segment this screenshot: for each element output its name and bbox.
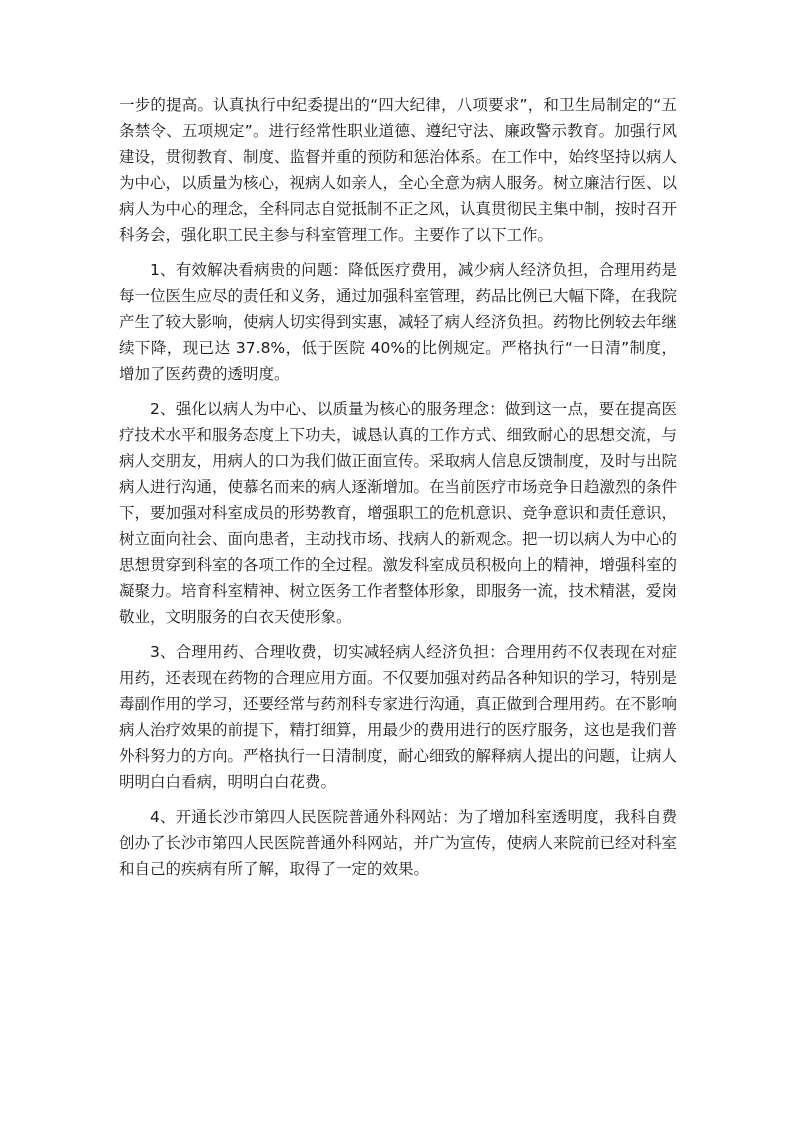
paragraph-item-4: 4、开通长沙市第四人民医院普通外科网站：为了增加科室透明度，我科自费创办了长沙市第四人民医院普通外科网站，并广为宣传，使病人来院前已经对科室和自己的疾病有所了解，取得了一定的效果。 [119, 808, 678, 878]
paragraph-intro: 一步的提高。认真执行中纪委提出的“四大纪律，八项要求”，和卫生局制定的“五条禁令、五项规定”。进行经常性职业道德、遵纪守法、廉政警示教育。加强行风建设，贯彻教育、制度、监督并重的预防和惩治体系。在工作中，始终坚持以病人为中心，以质量为核心，视病人如亲人，全心全意为病人服务。树立廉洁行医、以病人为中心的理念，全科同志自觉抵制不正之风，认真贯彻民主集中制，按时召开科务会，强化职工民主参与科室管理工作。主要作了以下工作。 [119, 96, 678, 244]
paragraph-item-2: 2、强化以病人为中心、以质量为核心的服务理念：做到这一点，要在提高医疗技术水平和服务态度上下功夫，诚恳认真的工作方式、细致耐心的思想交流，与病人交朋友，用病人的口为我们做正面宣传。采取病人信息反馈制度，及时与出院病人进行沟通，使慕名而来的病人逐渐增加。在当前医疗市场竞争日趋激烈的条件下，要加强对科室成员的形势教育，增强职工的危机意识、竞争意识和责任意识，树立面向社会、面向患者，主动找市场、找病人的新观念。把一切以病人为中心的思想贯穿到科室的各项工作的全过程。激发科室成员积极向上的精神，增强科室的凝聚力。培育科室精神、树立医务工作者整体形象，即服务一流，技术精湛，爱岗敬业，文明服务的白衣天使形象。 [119, 400, 678, 626]
paragraph-item-1: 1、有效解决看病贵的问题：降低医疗费用，减少病人经济负担，合理用药是每一位医生应尽的责任和义务，通过加强科室管理，药品比例已大幅下降，在我院产生了较大影响，使病人切实得到实惠，减轻了病人经济负担。药物比例较去年继续下降，现已达 37.8%，低于医院 40%的比例规定。严格执行“一日清”制度，增加了医药费的透明度。 [119, 261, 678, 383]
paragraph-item-3: 3、合理用药、合理收费，切实减轻病人经济负担：合理用药不仅表现在对症用药，还表现在药物的合理应用方面。不仅要加强对药品各种知识的学习，特别是毒副作用的学习，还要经常与药剂科专家进行沟通，真正做到合理用药。在不影响病人治疗效果的前提下，精打细算，用最少的费用进行的医疗服务，这也是我们普外科努力的方向。严格执行一日清制度，耐心细致的解释病人提出的问题，让病人明明白白看病，明明白白花费。 [119, 643, 678, 791]
document-body [119, 92, 677, 882]
